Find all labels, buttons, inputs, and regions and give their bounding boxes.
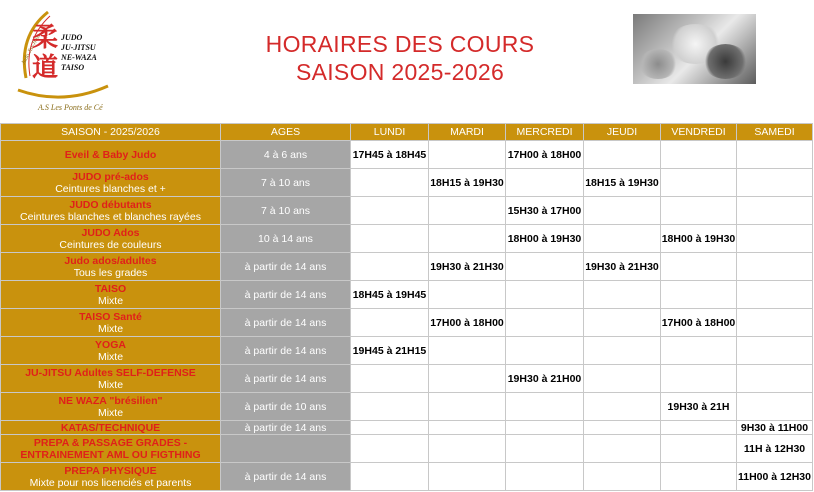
time-slot-cell: 18H00 à 19H30 [506,225,584,253]
time-slot-cell [737,365,813,393]
logo-arc-text: Judo Jiu-Jitsu [20,33,42,66]
logo-line-1: JUDO [61,33,83,42]
course-cell [1,337,221,365]
time-slot-cell: 17H00 à 18H00 [661,309,737,337]
time-slot-cell [737,281,813,309]
time-slot-cell [506,309,584,337]
course-name: PREPA PHYSIQUE [64,464,157,477]
course-subtitle: Ceintures blanches et + [55,182,166,195]
time-slot-cell [584,309,661,337]
time-slot-cell [429,197,506,225]
table-row [1,141,813,169]
time-slot-cell [737,225,813,253]
table-row [1,197,813,225]
time-slot-cell [351,309,429,337]
time-slot-cell [584,337,661,365]
logo-kanji-1: 柔 [32,23,59,53]
time-slot-cell [661,435,737,463]
age-cell: à partir de 14 ans [221,337,351,365]
course-subtitle: Tous les grades [73,266,148,279]
age-cell: 7 à 10 ans [221,197,351,225]
time-slot-cell: 18H00 à 19H30 [661,225,737,253]
time-slot-cell [661,169,737,197]
course-subtitle: Mixte [97,322,124,335]
table-row [1,393,813,421]
time-slot-cell [584,421,661,435]
course-name: JUDO Ados [81,226,140,239]
age-cell: à partir de 14 ans [221,463,351,491]
time-slot-cell [506,393,584,421]
age-cell: à partir de 14 ans [221,253,351,281]
header-lundi: LUNDI [351,124,429,141]
course-cell [1,141,221,169]
time-slot-cell [429,281,506,309]
logo-line-2: JU-JITSU [61,43,96,52]
time-slot-cell [661,421,737,435]
time-slot-cell [506,435,584,463]
time-slot-cell [429,393,506,421]
course-name: JU-JITSU Adultes SELF-DEFENSE [25,366,196,379]
course-name: Eveil & Baby Judo [64,148,157,161]
time-slot-cell [351,435,429,463]
age-cell: à partir de 14 ans [221,281,351,309]
time-slot-cell: 19H30 à 21H [661,393,737,421]
time-slot-cell: 11H à 12H30 [737,435,813,463]
time-slot-cell [506,281,584,309]
time-slot-cell: 9H30 à 11H00 [737,421,813,435]
time-slot-cell: 17H00 à 18H00 [506,141,584,169]
course-subtitle: Mixte pour nos licenciés et parents [29,476,192,489]
table-row [1,421,813,435]
time-slot-cell [506,421,584,435]
course-name: TAISO Santé [79,310,142,323]
time-slot-cell [351,225,429,253]
time-slot-cell [661,141,737,169]
time-slot-cell [429,225,506,253]
time-slot-cell [737,393,813,421]
age-cell: 4 à 6 ans [221,141,351,169]
time-slot-cell [429,141,506,169]
header-vendredi: VENDREDI [661,124,737,141]
time-slot-cell [584,281,661,309]
table-row [1,435,813,463]
title-line-2: SAISON 2025-2026 [295,59,505,85]
table-header-row [1,124,813,141]
time-slot-cell [351,393,429,421]
age-cell [221,435,351,463]
time-slot-cell [429,435,506,463]
time-slot-cell [737,309,813,337]
course-cell [1,421,221,435]
header-samedi: SAMEDI [737,124,813,141]
age-cell: 7 à 10 ans [221,169,351,197]
table-row [1,309,813,337]
time-slot-cell [584,365,661,393]
course-cell [1,169,221,197]
time-slot-cell [351,169,429,197]
table-row [1,365,813,393]
time-slot-cell [506,337,584,365]
time-slot-cell [506,463,584,491]
table-row [1,281,813,309]
age-cell: à partir de 10 ans [221,393,351,421]
time-slot-cell: 19H45 à 21H15 [351,337,429,365]
course-name: JUDO débutants [69,198,152,211]
time-slot-cell [584,393,661,421]
time-slot-cell: 18H45 à 19H45 [351,281,429,309]
course-cell [1,435,221,463]
time-slot-cell [737,197,813,225]
time-slot-cell [429,463,506,491]
time-slot-cell [661,337,737,365]
time-slot-cell [351,253,429,281]
time-slot-cell [737,141,813,169]
logo-club-name: A.S Les Ponts de Cé [38,103,103,112]
course-cell [1,253,221,281]
age-cell: 10 à 14 ans [221,225,351,253]
time-slot-cell [351,365,429,393]
age-cell: à partir de 14 ans [221,421,351,435]
time-slot-cell [506,253,584,281]
time-slot-cell: 19H30 à 21H30 [584,253,661,281]
time-slot-cell [351,197,429,225]
time-slot-cell: 17H45 à 18H45 [351,141,429,169]
course-subtitle: Ceintures blanches et blanches rayées [20,210,201,223]
time-slot-cell [506,169,584,197]
course-subtitle: Mixte [97,378,124,391]
time-slot-cell: 11H00 à 12H30 [737,463,813,491]
title-line-1: HORAIRES DES COURS [265,31,535,57]
header-season: SAISON - 2025/2026 [1,124,221,141]
time-slot-cell [661,463,737,491]
table-row [1,463,813,491]
time-slot-cell: 15H30 à 17H00 [506,197,584,225]
course-subtitle: Ceintures de couleurs [59,238,162,251]
time-slot-cell: 17H00 à 18H00 [429,309,506,337]
course-cell [1,393,221,421]
time-slot-cell [661,365,737,393]
time-slot-cell [737,253,813,281]
time-slot-cell [584,197,661,225]
age-cell: à partir de 14 ans [221,365,351,393]
course-subtitle: Mixte [97,350,124,363]
table-row [1,225,813,253]
time-slot-cell [429,421,506,435]
time-slot-cell [737,337,813,365]
table-row [1,253,813,281]
course-name: YOGA [95,338,126,351]
page-header [0,0,814,122]
course-name: NE WAZA "brésilien" [58,394,163,407]
age-cell: à partir de 14 ans [221,309,351,337]
header-mercredi: MERCREDI [506,124,584,141]
time-slot-cell [584,463,661,491]
time-slot-cell: 19H30 à 21H00 [506,365,584,393]
time-slot-cell: 19H30 à 21H30 [429,253,506,281]
header-jeudi: JEUDI [584,124,661,141]
time-slot-cell [737,169,813,197]
course-cell [1,197,221,225]
logo-kanji-2: 道 [32,53,59,83]
course-cell [1,281,221,309]
table-row [1,337,813,365]
time-slot-cell [661,281,737,309]
time-slot-cell [429,337,506,365]
course-cell [1,225,221,253]
course-name: PREPA & PASSAGE GRADES - ENTRAINEMENT AML OU FIGTHING [20,436,201,461]
course-cell [1,463,221,491]
course-cell [1,309,221,337]
time-slot-cell [351,463,429,491]
club-logo [8,6,118,114]
time-slot-cell: 18H15 à 19H30 [584,169,661,197]
course-subtitle: Mixte [97,406,124,419]
schedule-table [0,123,813,491]
time-slot-cell: 18H15 à 19H30 [429,169,506,197]
course-name: Judo ados/adultes [64,254,157,267]
course-name: KATAS/TECHNIQUE [60,421,161,434]
header-ages: AGES [221,124,351,141]
time-slot-cell [661,197,737,225]
time-slot-cell [584,435,661,463]
course-subtitle: Mixte [97,294,124,307]
course-cell [1,365,221,393]
time-slot-cell [351,421,429,435]
judo-photo [633,14,756,84]
header-mardi: MARDI [429,124,506,141]
logo-line-3: NE-WAZA [61,53,97,62]
time-slot-cell [661,253,737,281]
course-name: TAISO [94,282,127,295]
time-slot-cell [584,225,661,253]
table-row [1,169,813,197]
time-slot-cell [584,141,661,169]
logo-line-4: TAISO [61,63,85,72]
page-title [200,30,600,86]
course-name: JUDO pré-ados [72,170,149,183]
time-slot-cell [429,365,506,393]
